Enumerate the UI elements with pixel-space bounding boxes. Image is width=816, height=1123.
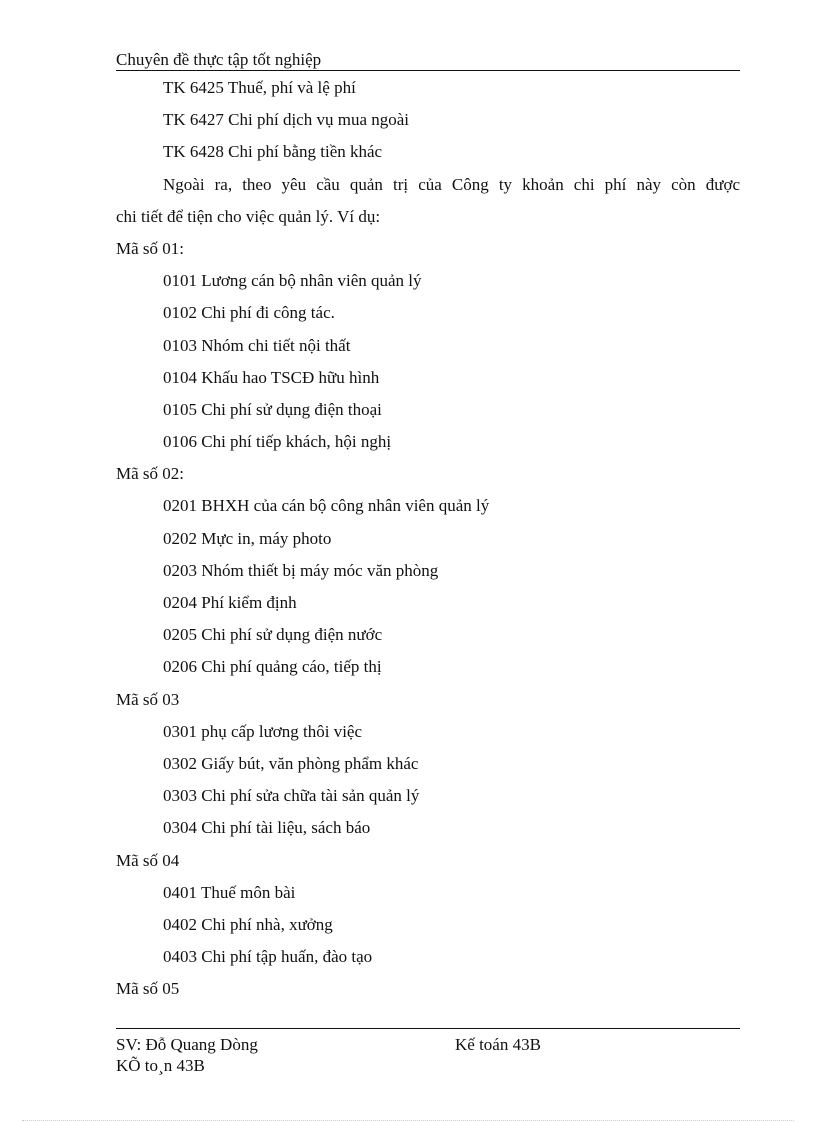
list-item: 0202 Mực in, máy photo xyxy=(163,528,332,548)
list-item: 0102 Chi phí đi công tác. xyxy=(163,303,335,323)
document-body xyxy=(116,72,740,1005)
account-line: TK 6427 Chi phí dịch vụ mua ngoài xyxy=(163,110,410,130)
list-item: 0103 Nhóm chi tiết nội thất xyxy=(163,335,351,355)
list-item: 0101 Lương cán bộ nhân viên quản lý xyxy=(163,271,422,291)
page-edge xyxy=(22,1120,794,1121)
list-item: 0205 Chi phí sử dụng điện nước xyxy=(163,625,383,645)
group-heading-05: Mã số 05 xyxy=(116,979,180,999)
list-item: 0104 Khấu hao TSCĐ hữu hình xyxy=(163,367,380,387)
account-line: TK 6428 Chi phí bằng tiền khác xyxy=(163,142,383,162)
list-item: 0403 Chi phí tập huấn, đào tạo xyxy=(163,947,373,967)
list-item: 0204 Phí kiểm định xyxy=(163,593,297,612)
account-line: TK 6425 Thuế, phí và lệ phí xyxy=(163,78,356,97)
list-item: 0105 Chi phí sử dụng điện thoại xyxy=(163,399,382,419)
footer-student: SV: Đỗ Quang Dòng xyxy=(116,1035,258,1054)
page-header-title: Chuyên đề thực tập tốt nghiệp xyxy=(116,50,322,69)
list-item: 0201 BHXH của cán bộ công nhân viên quản lý xyxy=(163,496,490,516)
list-item: 0301 phụ cấp lương thôi việc xyxy=(163,721,363,741)
list-item: 0206 Chi phí quảng cáo, tiếp thị xyxy=(163,657,382,677)
footer-class-garbled: KÕ to¸n 43B xyxy=(116,1056,205,1075)
list-item: 0304 Chi phí tài liệu, sách báo xyxy=(163,818,371,838)
footer-divider xyxy=(116,1028,740,1029)
group-heading-04: Mã số 04 xyxy=(116,850,180,870)
list-item: 0302 Giấy bút, văn phòng phẩm khác xyxy=(163,753,419,773)
list-item: 0303 Chi phí sửa chữa tài sản quản lý xyxy=(163,786,420,806)
group-heading-03: Mã số 03 xyxy=(116,689,180,709)
list-item: 0106 Chi phí tiếp khách, hội nghị xyxy=(163,432,392,452)
paragraph-line-2: chi tiết để tiện cho việc quản lý. Ví dụ: xyxy=(116,206,381,226)
group-heading-02: Mã số 02: xyxy=(116,464,184,484)
header-divider xyxy=(116,70,740,71)
group-heading-01: Mã số 01: xyxy=(116,238,184,258)
footer-class: Kế toán 43B xyxy=(455,1035,541,1054)
list-item: 0401 Thuế môn bài xyxy=(163,882,296,902)
list-item: 0402 Chi phí nhà, xưởng xyxy=(163,914,333,934)
footer-left xyxy=(116,1034,258,1076)
list-item: 0203 Nhóm thiết bị máy móc văn phòng xyxy=(163,560,439,580)
paragraph-line-1: Ngoài ra, theo yêu cầu quản trị của Công ty khoản chi phí này còn được xyxy=(163,174,740,194)
